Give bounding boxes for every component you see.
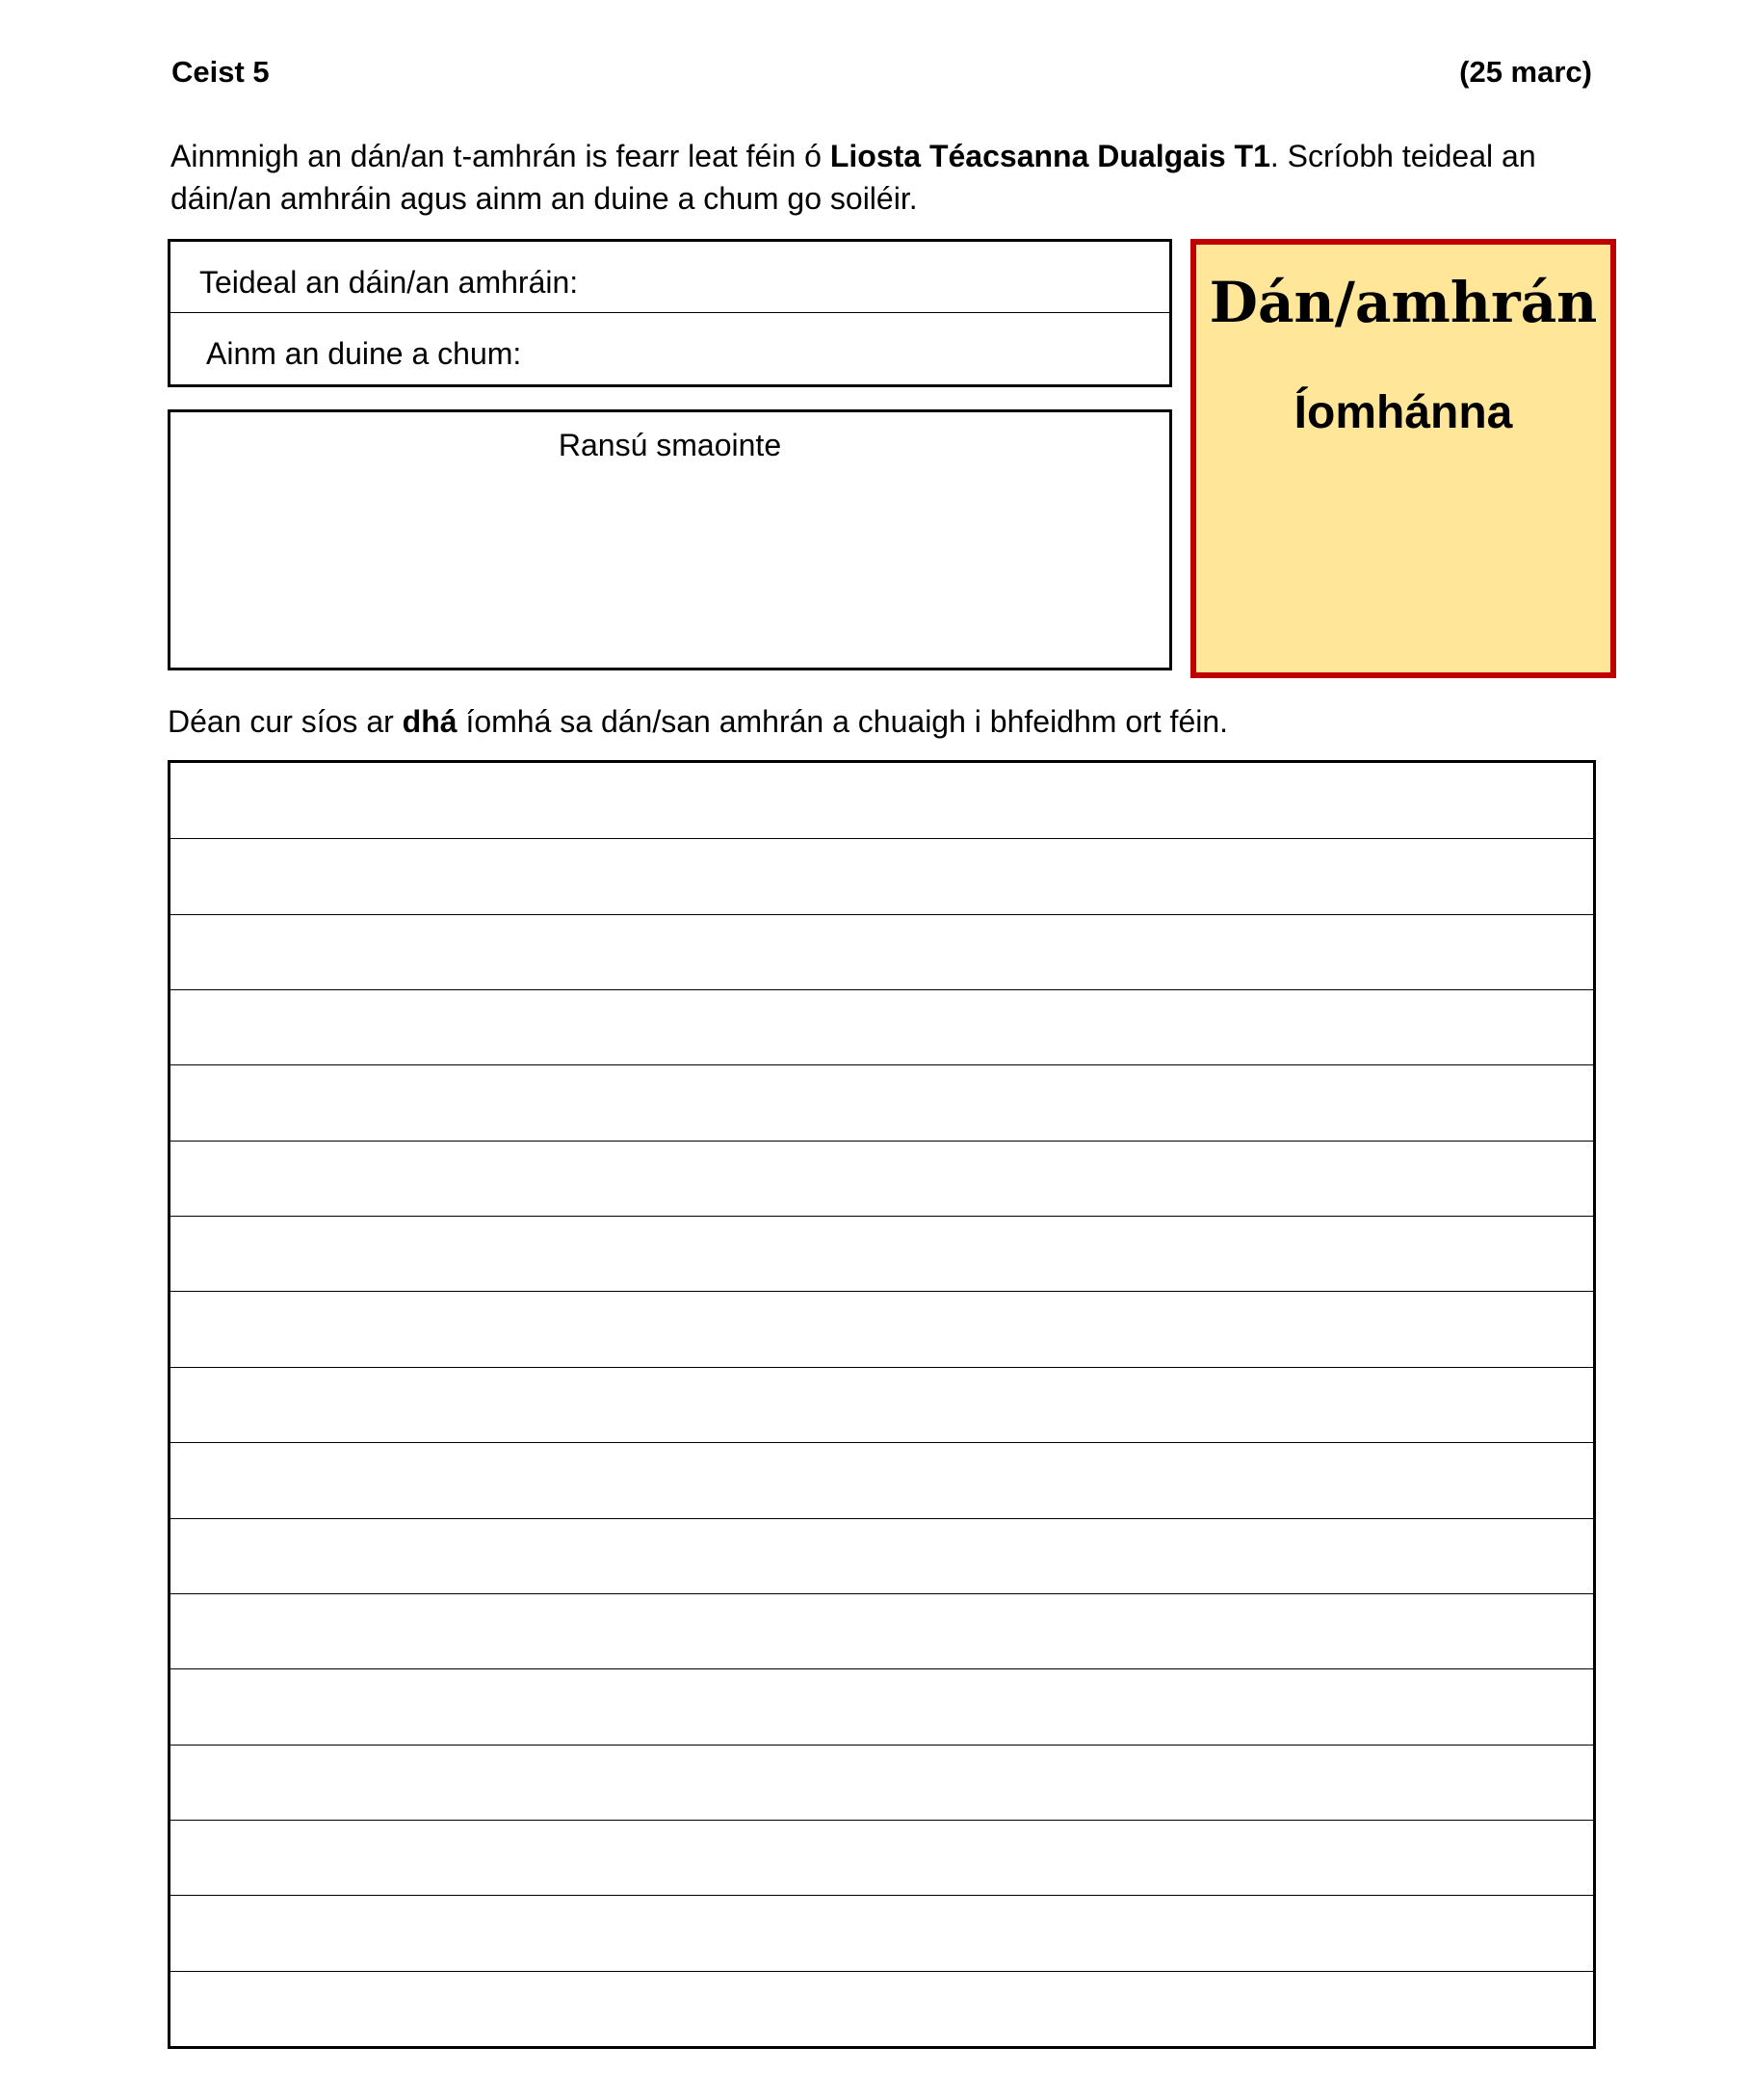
answer-line xyxy=(170,1442,1593,1443)
instruction-text-start: Déan cur síos ar xyxy=(168,704,403,739)
answer-line xyxy=(170,1064,1593,1065)
brainstorm-label: Ransú smaointe xyxy=(558,428,782,462)
author-field[interactable] xyxy=(170,334,1169,373)
title-field[interactable] xyxy=(170,263,1169,302)
theme-panel xyxy=(1190,239,1616,678)
answer-line xyxy=(170,914,1593,915)
brainstorm-box[interactable] xyxy=(168,409,1172,670)
intro-text-bold: Liosta Téacsanna Dualgais T1 xyxy=(829,139,1270,173)
intro-text-end: . Scríobh teideal an dáin/an amhráin agus ainm an duine a chum go soiléir. xyxy=(170,139,1536,216)
title-author-box xyxy=(168,239,1172,387)
theme-heading: Dán/amhrán xyxy=(1209,270,1598,335)
instruction-text-end: íomhá sa dán/san amhrán a chuaigh i bhfeidhm ort féin. xyxy=(457,704,1229,739)
question-intro xyxy=(170,135,1606,220)
theme-subheading: Íomhánna xyxy=(1294,387,1513,438)
answer-line xyxy=(170,1820,1593,1821)
answer-line xyxy=(170,1971,1593,1972)
question-marks: (25 marc) xyxy=(1459,55,1592,89)
answer-line xyxy=(170,1141,1593,1142)
author-field-label: Ainm an duine a chum: xyxy=(206,336,522,371)
answer-line xyxy=(170,989,1593,990)
answer-line xyxy=(170,1216,1593,1217)
answer-line xyxy=(170,838,1593,839)
instruction-text-bold: dhá xyxy=(402,704,457,739)
answer-line xyxy=(170,1895,1593,1896)
question-number: Ceist 5 xyxy=(171,55,270,89)
answer-instruction xyxy=(168,700,1228,743)
answer-line xyxy=(170,1668,1593,1669)
title-box-divider xyxy=(170,312,1169,313)
answer-line xyxy=(170,1367,1593,1368)
answer-line xyxy=(170,1745,1593,1746)
answer-line xyxy=(170,1291,1593,1292)
intro-text-start: Ainmnigh an dán/an t-amhrán is fearr leat féin ó xyxy=(170,139,830,173)
title-field-label: Teideal an dáin/an amhráin: xyxy=(199,265,579,300)
answer-area[interactable] xyxy=(168,760,1596,2049)
answer-line xyxy=(170,1593,1593,1594)
answer-line xyxy=(170,1518,1593,1519)
